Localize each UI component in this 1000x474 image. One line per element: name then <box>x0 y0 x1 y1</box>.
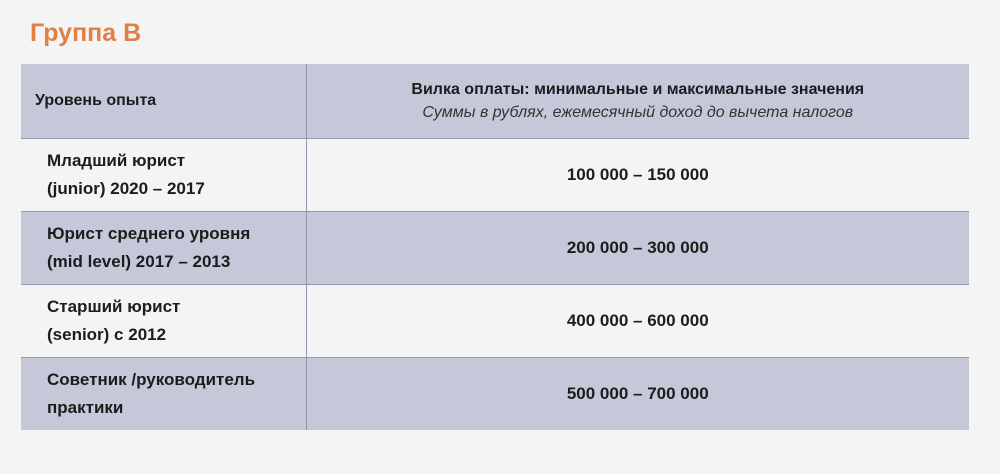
header-salary-range <box>306 64 969 138</box>
table-row <box>21 211 969 284</box>
level-line1: Советник /руководитель <box>47 369 256 389</box>
level-line2: практики <box>47 397 124 417</box>
level-line1: Юрист среднего уровня <box>47 223 251 243</box>
level-line1: Младший юрист <box>47 150 186 170</box>
table-row <box>21 284 969 357</box>
header-salary-range-title: Вилка оплаты: минимальные и максимальные значения <box>411 80 865 98</box>
table-row <box>21 138 969 211</box>
header-experience-level: Уровень опыта <box>21 64 306 138</box>
salary-range-cell: 500 000 – 700 000 <box>306 357 969 430</box>
level-line2: (mid level) 2017 – 2013 <box>47 251 231 271</box>
experience-level-cell <box>21 357 306 430</box>
experience-level-cell <box>21 284 306 357</box>
table-header-row <box>21 64 969 138</box>
header-salary-range-subtitle: Суммы в рублях, ежемесячный доход до вычета налогов <box>422 103 854 121</box>
level-line2: (senior) с 2012 <box>47 324 167 344</box>
table-row <box>21 357 969 430</box>
level-line1: Старший юрист <box>47 296 181 316</box>
experience-level-cell <box>21 211 306 284</box>
salary-table <box>21 64 969 430</box>
level-line2: (junior) 2020 – 2017 <box>47 178 205 198</box>
salary-range-cell: 100 000 – 150 000 <box>306 138 969 211</box>
experience-level-cell <box>21 138 306 211</box>
salary-range-cell: 400 000 – 600 000 <box>306 284 969 357</box>
group-title: Группа В <box>30 19 142 47</box>
salary-range-cell: 200 000 – 300 000 <box>306 211 969 284</box>
